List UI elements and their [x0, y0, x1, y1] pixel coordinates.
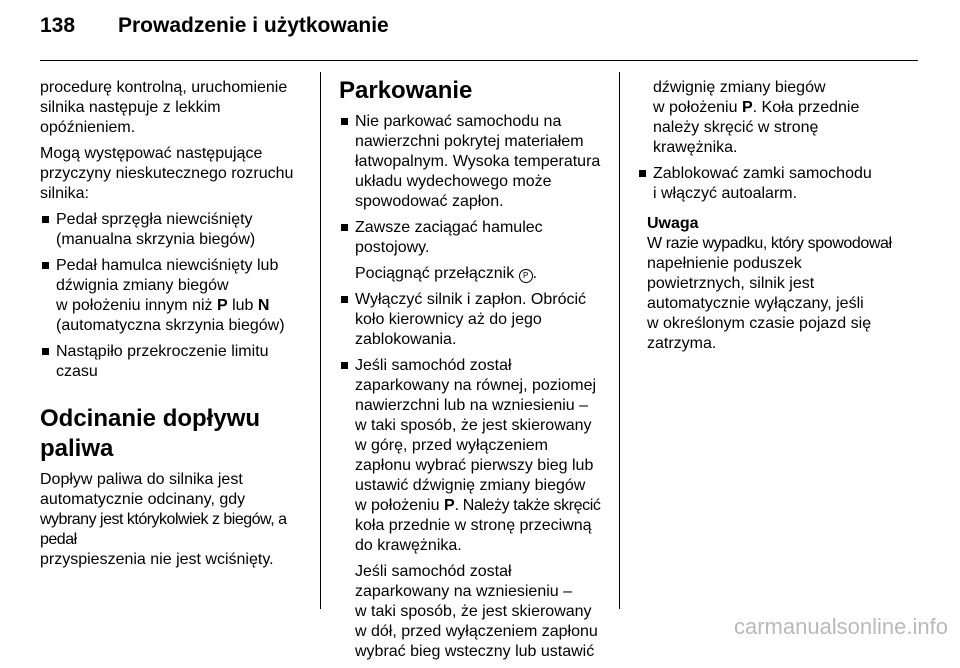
- bullet-subtext: Jeśli samochód został zaparkowany na wzniesieniu – w taki sposób, że jest skierowany w dół, przed wyłączeniem zapłonu wybrać bieg wsteczny lub ustawić: [355, 563, 598, 660]
- paragraph: Dopływ paliwa do silnika jest automatycznie odcinany, gdy wybrany jest którykolwiek z biegów, a pedał przyspieszenia nie jest wciśnięty.: [40, 471, 287, 568]
- bullet-item: Zablokować zamki samochodu i włączyć autoalarm.: [637, 164, 907, 204]
- bullet-item: Nie parkować samochodu na nawierzchni pokrytej materiałem łatwopalnym. Wysoka temperatura układu wydechowego może spowodować zapłon.: [339, 112, 615, 212]
- watermark: carmanualsonline.info: [733, 614, 948, 639]
- bullet-item: Pedał sprzęgła niewciśnięty (manualna skrzynia biegów): [40, 210, 314, 250]
- section-heading: Parkowanie: [339, 77, 473, 104]
- bullet-square-icon: [341, 118, 348, 125]
- bullet-item: Wyłączyć silnik i zapłon. Obrócić koło kierownicy aż do jego zablokowania.: [339, 290, 615, 350]
- bullet-square-icon: [341, 296, 348, 303]
- bullet-item: Pedał hamulca niewciśnięty lub dźwignia zmiany biegów w położeniu innym niż P lub N (automatyczna skrzynia biegów): [40, 256, 314, 336]
- note-title: Uwaga: [647, 215, 699, 232]
- note-block: [637, 214, 907, 354]
- section-heading: Odcinanie dopływu paliwa: [40, 405, 261, 462]
- bullet-square-icon: [341, 224, 348, 231]
- bullet-square-icon: [42, 262, 49, 269]
- column-1: [40, 78, 314, 576]
- bullet-square-icon: [341, 362, 348, 369]
- page-number: 138: [40, 14, 76, 37]
- bullet-square-icon: [639, 170, 646, 177]
- page-header: [40, 14, 389, 38]
- paragraph: procedurę kontrolną, uruchomienie silnika następuje z lekkim opóźnieniem.: [40, 79, 288, 136]
- bullet-square-icon: [42, 348, 49, 355]
- page-title: Prowadzenie i użytkowanie: [118, 14, 389, 37]
- column-2: [339, 76, 615, 668]
- bullet-item: Zawsze zaciągać hamulec postojowy.: [339, 218, 615, 258]
- bullet-subtext: Pociągnąć przełącznik P .: [355, 265, 538, 282]
- paragraph: Mogą występować następujące przyczyny nieskutecznego rozruchu silnika:: [40, 145, 294, 202]
- bullet-continuation: dźwignię zmiany biegów w położeniu P. Koła przednie należy skręcić w stronę krawężnika.: [653, 79, 860, 156]
- column-divider-2: [619, 72, 620, 609]
- parking-brake-icon: P: [519, 269, 533, 283]
- bullet-item: Nastąpiło przekroczenie limitu czasu: [40, 342, 314, 382]
- column-divider-1: [320, 72, 321, 609]
- bullet-square-icon: [42, 216, 49, 223]
- note-text: W razie wypadku, który spowodował napełnienie poduszek powietrznych, silnik jest automatycznie wyłączany, jeśli w określonym czasie pojazd się zatrzyma.: [647, 235, 892, 352]
- header-rule: [40, 60, 918, 61]
- column-3: [637, 78, 907, 354]
- bullet-item: Jeśli samochód został zaparkowany na równej, poziomej nawierzchni lub na wzniesieniu – w taki sposób, że jest skierowany w górę, przed wyłączeniem zapłonu wybrać pierwszy bieg lub ustawić dźwignię zmiany biegów w położeniu P. Należy także skręcić koła przednie w stronę przeciwną do krawężnika.: [339, 356, 615, 556]
